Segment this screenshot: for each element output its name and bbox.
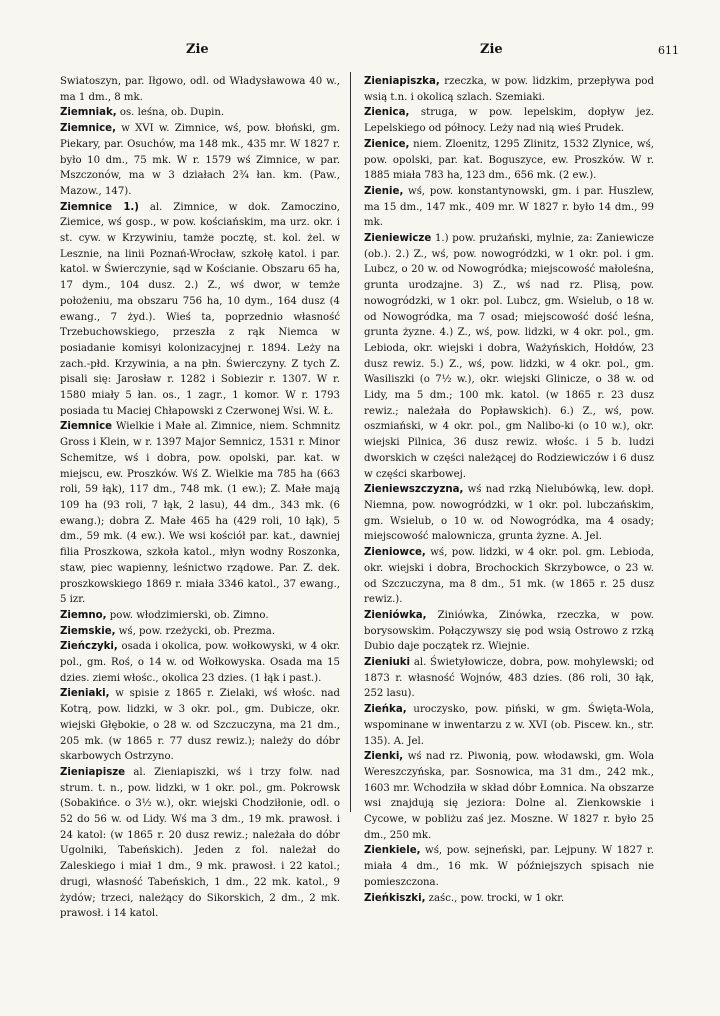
dictionary-entry <box>60 200 340 420</box>
dictionary-entry <box>364 655 654 702</box>
entry-headword: Zienice, <box>364 138 410 150</box>
dictionary-entry <box>60 74 340 105</box>
entry-headword: Zienki, <box>364 751 404 763</box>
dictionary-entry <box>364 545 654 608</box>
entry-text: osada i okolica, pow. wołkowyski, w 4 okr. pol., gm. Roś, o 14 w. od Wołkowyska. Osada ma 15 dzies. ziemi włośc., okolica 23 dzies. (1 łąk i past.). <box>60 641 340 684</box>
dictionary-entry <box>364 891 654 907</box>
dictionary-entry <box>60 624 340 640</box>
dictionary-entry <box>364 482 654 545</box>
dictionary-entry <box>364 843 654 890</box>
entry-headword: Zieniuki <box>364 657 411 669</box>
dictionary-entry <box>364 137 654 184</box>
entry-text: Swiatoszyn, par. Iłgowo, odl. od Władysławowa 40 w., ma 1 dm., 8 mk. <box>60 76 340 103</box>
dictionary-entry <box>364 608 654 655</box>
header-left: Zie <box>186 42 209 57</box>
entry-text: w spisie z 1865 r. Zielaki, wś włośc. nad Kotrą, pow. lidzki, w 3 okr. pol., gm. Dubicze, okr. wiejski Głębokie, o 28 w. od Szczuczyna, ma 21 dm., 205 mk. (w 1865 r. 77 dusz rewiz.); należy do dóbr skarbowych Ostrzyno. <box>60 688 340 763</box>
left-column <box>60 74 340 986</box>
entry-text: wś, pow. rzeżycki, ob. Prezma. <box>115 625 276 637</box>
entry-text: 1.) pow. prużański, mylnie, za: Zaniewicze (ob.). 2.) Z., wś, pow. nowogródzki, w 1 okr. pol. i gm. Lubcz, o 20 w. od Nowogródka; miejscowość małoleśna, grunta urodzajne. 3) Z., wś nad rz. Plisą, pow. nowogródzki, w 1 okr. pol. Lubcz, gm. Wsielub, o 18 w. od Nowogródka, ma 7 osad; miejscowość dość leśna, grunta żyzne. 4.) Z., wś, pow. lidzki, w 4 okr. pol., gm. Lebioda, okr. wiejski i dobra, Ważyńskich, Hołdów, 23 dusz rewiz. 5.) Z., wś, pow. lidzki, w 4 okr. pol., gm. Wasiliszki (o 7½ w.), okr. wiejski Glinicze, o 38 w. od Lidy, ma 5 dm.; 100 mk. katol. (w 1865 r. 23 dusz rewiz.; należała do Popławskich). 6.) Z., wś, pow. oszmiański, w 4 okr. pol., gm Nalibo-ki (o 10 w.), okr. wiejski Pilnica, 36 dusz rewiz. włośc. i 5 b. ludzi dworskich w części należącej do Rodziewiczów i 6 dusz w części skarbowej. <box>364 233 654 480</box>
entry-headword: Zieniewszczyzna, <box>364 484 464 496</box>
entry-text: niem. Zloenitz, 1295 Zlinitz, 1532 Zlynice, wś, pow. opolski, par. kat. Boguszyce, ew. Proszków. W r. 1885 miała 783 ha, 123 dm., 656 mk. (2 ew.). <box>364 138 654 182</box>
header-center: Zie <box>480 42 503 57</box>
entry-text: wś, pow. sejneński, par. Lejpuny. W 1827 r. miała 4 dm., 16 mk. W późniejszych spisach nie pomieszczona. <box>364 845 654 888</box>
page-number: 611 <box>658 44 679 57</box>
entry-headword: Ziemnice <box>60 421 113 433</box>
right-column <box>364 74 654 986</box>
entry-text: wś, pow. lidzki, w 4 okr. pol. gm. Lebioda, okr. wiejski i dobra, Brochockich Skrzybowce, o 23 w. od Szczuczyna, ma 8 dm., 51 mk. (w 1865 r. 25 dusz rewiz.). <box>364 547 654 606</box>
entry-text: wś, pow. konstantynowski, gm. i par. Huszlew, ma 15 dm., 147 mk., 409 mr. W 1827 r. było 14 dm., 99 mk. <box>364 185 654 229</box>
entry-text: struga, w pow. lepelskim, dopływ jez. Lepelskiego od północy. Leży nad nią wieś Prudek. <box>364 107 654 135</box>
dictionary-entry <box>60 686 340 765</box>
entry-headword: Ziemno, <box>60 609 107 621</box>
dictionary-entry <box>364 231 654 482</box>
dictionary-entry <box>60 121 340 200</box>
dictionary-entry <box>364 184 654 231</box>
entry-text: pow. włodzimierski, ob. Zimno. <box>106 609 269 621</box>
entry-text: os. leśna, ob. Dupin. <box>116 107 225 119</box>
entry-text: wś nad rzką Nielubówką, lew. dopł. Niemna, pow. nowogródzki, w 1 okr. pol. lubczańskim, gm. Wsielub, o 10 w. od Nowogródka, ma 4 osady; miejscowość malownicza, grunta żyzne. A. Jel. <box>364 484 654 543</box>
dictionary-entry <box>364 749 654 843</box>
entry-headword: Zieniewicze <box>364 233 432 245</box>
dictionary-entry <box>60 639 340 686</box>
entry-headword: Zieńka, <box>364 704 407 716</box>
entry-headword: Zieńczyki, <box>60 641 118 653</box>
dictionary-entry <box>364 74 654 105</box>
dictionary-entry <box>364 702 654 749</box>
entry-text: w XVI w. Zimnice, wś, pow. błoński, gm. Piekary, par. Osuchów, ma 148 mk., 435 mr. W 1827 r. było 10 dm., 75 mk. W r. 1579 wś Zimnice, w par. Mszczonów, ma w 3 działach 2¾ łan. km. (Paw., Mazow., 147). <box>60 123 340 197</box>
entry-text: al. Zieniapiszki, wś i trzy folw. nad strum. t. n., pow. lidzki, w 1 okr. pol., gm. Pokrowsk (Sobakińce. o 3½ w.), okr. wiejski Chodziłonie, odl. o 52 do 56 w. od Lidy. Wś ma 3 dm., 19 mk. prawosł. i 24 katol: (w 1865 r. 20 dusz rewiz.; należała do dóbr Ugolniki, Tabeńskich). Jeden z fol. należał do Zaleskiego i miał 1 dm., 9 mk. prawosł. i 22 katol.; drugi, własność Tabeńskich, 1 dm., 22 mk. katol., 9 żydów; trzeci, należący do Sikorskich, 2 dm., 2 mk. prawosł. i 14 katol. <box>60 766 340 920</box>
entry-headword: Zieniówka, <box>364 609 427 621</box>
entry-text: al. Zimnice, w dok. Zamoczino, Ziemice, wś gosp., w pow. kościańskim, ma urz. okr. i st. cyw. w Krzywiniu, tamże pocztę, st. kol. żel. w Lesznie, na linii Poznań-Wrocław, szkołę katol. i par. katol. w Świerczynie, sąd w Kościanie. Obszaru 65 ha, 17 dym., 104 dusz. 2.) Z., wś dwor, w temże położeniu, ma obszaru 756 ha, 10 dym., 164 dusz (4 ewang., 7 żyd.). Wieś ta, poprzednio własność Trzebuchowskiego, przeszła z rąk Niemca w posiadanie komisyi kolonizacyjnej r. 1894. Leży na zach.-płd. Krzywinia, a na płn. Świerczyny. Z tych Z. pisali się: Jarosław r. 1282 i Sobiezir r. 1307. W r. 1580 miały 5 łan. os., 1 zagr., 1 komor. W r. 1793 posiada tu Maciej Chłapowski z Czerwonej Wsi. W. Ł. <box>60 201 340 417</box>
entry-headword: Ziemnice 1.) <box>60 201 139 213</box>
entry-text: Ziniówka, Zinówka, rzeczka, w pow. borysowskim. Połączywszy się pod wsią Ostrowo z rzką Dubio daje początek rz. Wiejnie. <box>364 609 654 653</box>
entry-headword: Zienica, <box>364 107 410 119</box>
entry-text: al. Świetyłowicze, dobra, pow. mohylewski; od 1873 r. własność Wojnów, 483 dzies. (86 roli, 30 łąk, 252 lasu). <box>364 657 654 700</box>
entry-headword: Ziemnice, <box>60 123 116 135</box>
entry-text: Wielkie i Małe al. Zimnice, niem. Schmnitz Gross i Klein, w r. 1397 Major Semnicz, 1531 r. Minor Schemitze, wś i dobra, pow. opolski, par. kat. w miejscu, ew. Proszków. Wś Z. Wielkie ma 785 ha (663 roli, 59 łąk), 117 dm., 748 mk. (1 ew.); Z. Małe mają 109 ha (93 roli, 7 łąk, 2 lasu), 44 dm., 343 mk. (6 ewang.); dobra Z. Małe 465 ha (429 roli, 10 łąk), 5 dm., 59 mk. (4 ew.). We wsi kościół par. kat., dawniej filia Proszkowa, szkoła katol., młyn wodny Roszonka, staw, piec wapienny, leśnictwo rządowe. Par. Z. dek. proszkowskiego 1869 r. miała 3346 katol., 37 ewang., 5 izr. <box>60 421 340 606</box>
dictionary-entry <box>60 608 340 624</box>
entry-headword: Zieniapiszka, <box>364 76 440 87</box>
dictionary-entry <box>60 419 340 607</box>
entry-headword: Zieniowce, <box>364 547 426 559</box>
entry-headword: Zienkiele, <box>364 845 421 857</box>
entry-headword: Ziemskie, <box>60 625 116 637</box>
entry-headword: Ziemniak, <box>60 107 117 119</box>
entry-headword: Zieniapisze <box>60 766 126 778</box>
entry-text: zaśc., pow. trocki, w 1 okr. <box>425 892 565 904</box>
entry-headword: Zieniaki, <box>60 688 110 700</box>
entry-headword: Zieńkiszki, <box>364 892 426 904</box>
entry-text: uroczysko, pow. piński, w gm. Święta-Wola, wspominane w inwentarzu z w. XVI (ob. Piscew. kn., str. 135). A. Jel. <box>364 704 654 747</box>
dictionary-entry <box>364 105 654 136</box>
dictionary-entry <box>60 105 340 121</box>
entry-headword: Zienie, <box>364 185 404 197</box>
column-divider <box>350 72 351 812</box>
entry-text: wś nad rz. Piwonią, pow. włodawski, gm. Wola Wereszczyńska, par. Sosnowica, ma 31 dm., 242 mk., 1603 mr. Wchodziła w skład dóbr Łomnica. Na obszarze wsi znajdują się jeziora: Dolne al. Zienkowskie i Cycowe, w pobliżu zaś jez. Moszne. W 1827 r. było 25 dm., 250 mk. <box>364 751 654 841</box>
dictionary-entry <box>60 765 340 922</box>
entry-text: rzeczka, w pow. lidzkim, przepływa pod wsią t.n. i okolicą szlach. Szemiaki. <box>364 76 654 103</box>
